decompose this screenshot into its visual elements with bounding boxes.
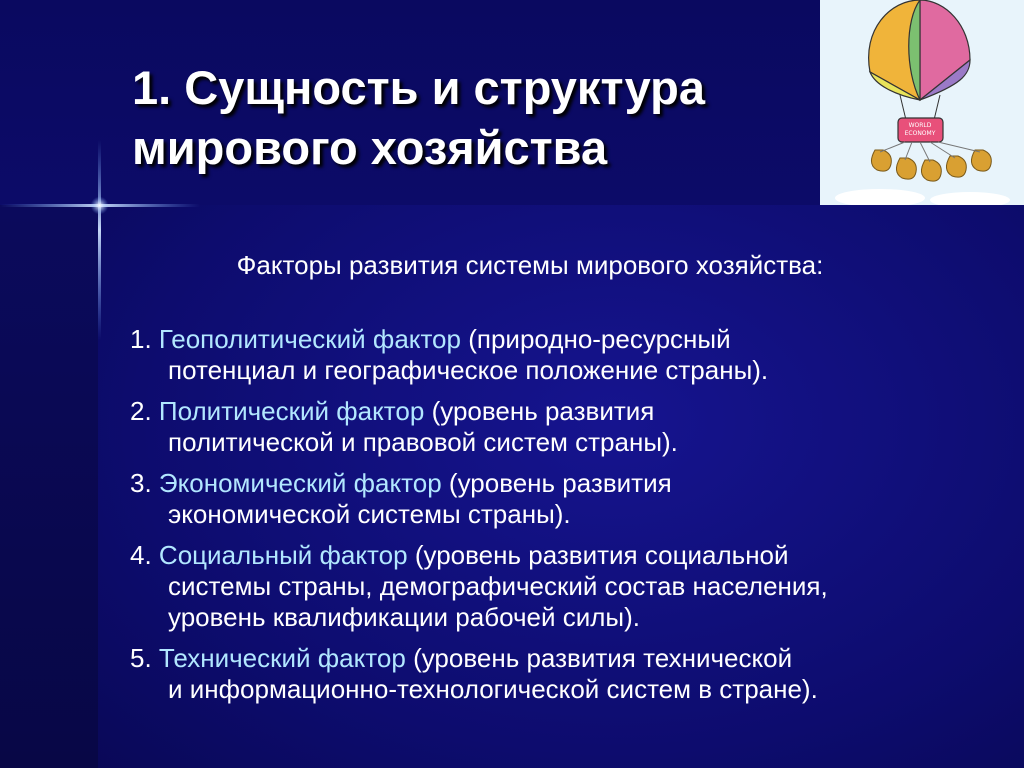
factor-description-continued: уровень квалификации рабочей силы). <box>168 602 640 632</box>
factor-name: Политический фактор <box>158 396 425 426</box>
factor-description: (уровень развития <box>448 468 672 498</box>
factor-description-continued: экономической системы страны). <box>168 499 571 529</box>
factor-number: 1. <box>130 324 152 354</box>
factor-name: Экономический фактор <box>158 468 442 498</box>
factor-number: 5. <box>130 643 152 673</box>
factor-name: Технический фактор <box>158 643 406 673</box>
factor-description: (природно-ресурсный <box>468 324 731 354</box>
factor-number: 4. <box>130 540 152 570</box>
basket-text: WORLD <box>908 122 932 129</box>
factor-name: Геополитический фактор <box>158 324 461 354</box>
factor-item <box>130 324 970 386</box>
factor-number: 2. <box>130 396 152 426</box>
factor-item <box>130 468 970 530</box>
balloon-illustration <box>820 0 1024 205</box>
factors-list <box>130 324 970 715</box>
factor-description-continued: потенциал и географическое положение страны). <box>168 355 769 385</box>
factor-description-continued: политической и правовой систем страны). <box>168 427 678 457</box>
hot-air-balloon-icon <box>820 0 1024 205</box>
factor-description: (уровень развития технической <box>413 643 793 673</box>
title-line-2: мирового хозяйства <box>132 121 608 174</box>
svg-text:ECONOMY: ECONOMY <box>904 130 936 137</box>
factor-number: 3. <box>130 468 152 498</box>
factor-item <box>130 643 970 705</box>
title-line-1: 1. Сущность и структура <box>132 61 705 114</box>
factor-description: (уровень развития <box>431 396 655 426</box>
slide-title <box>132 58 812 178</box>
factor-item <box>130 396 970 458</box>
factor-name: Социальный фактор <box>158 540 408 570</box>
factor-description-continued: и информационно-технологической систем в стране). <box>168 674 818 704</box>
factor-description-continued: системы страны, демографический состав населения, <box>168 571 828 601</box>
factor-description: (уровень развития социальной <box>414 540 789 570</box>
factor-item <box>130 540 970 633</box>
factors-heading: Факторы развития системы мирового хозяйства: <box>236 250 824 280</box>
